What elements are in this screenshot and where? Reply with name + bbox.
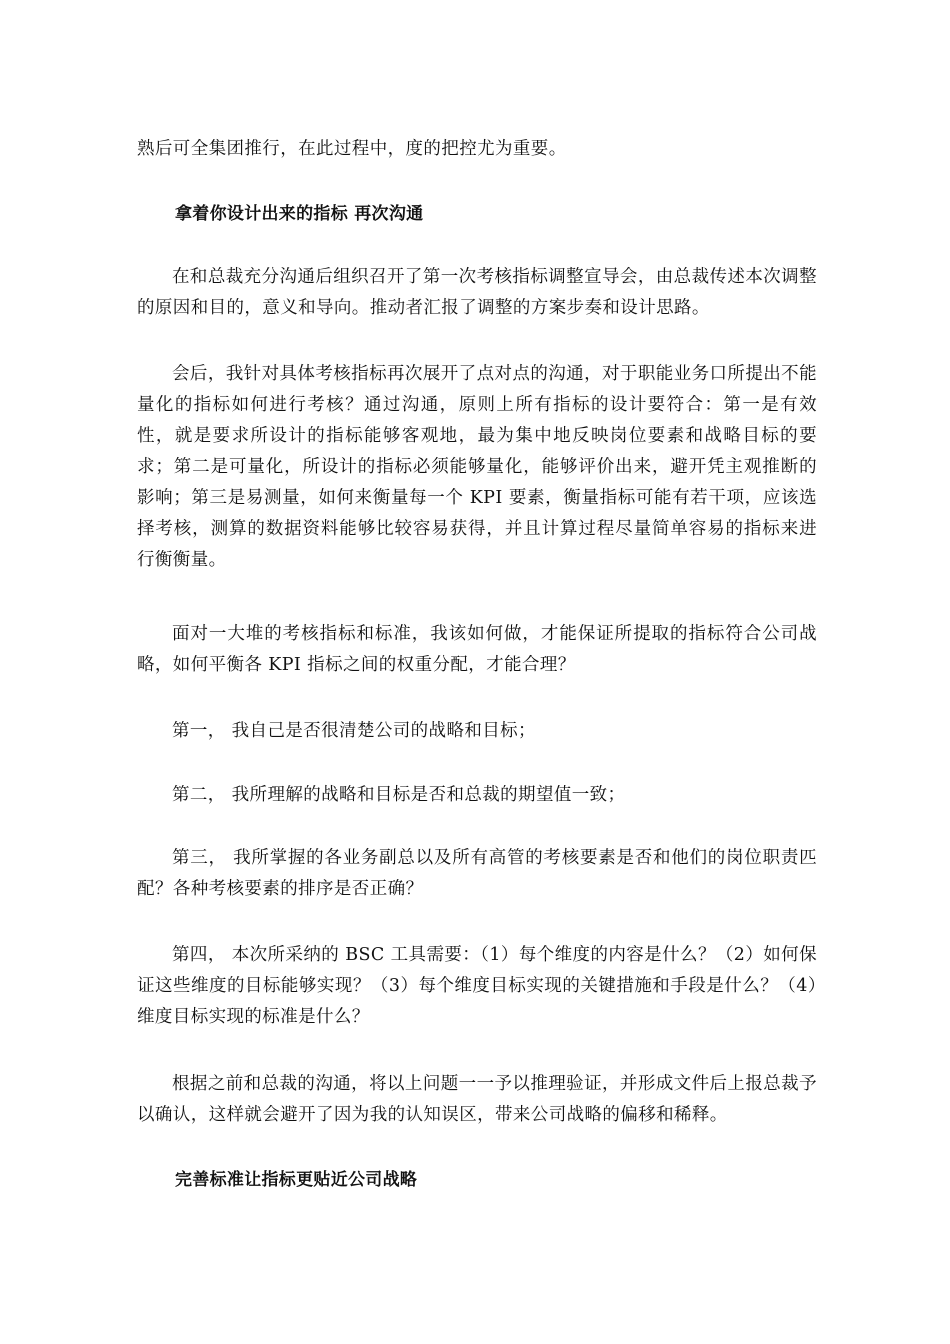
paragraph-3: 面对一大堆的考核指标和标准，我该如何做，才能保证所提取的指标符合公司战略，如何平衡各 KPI 指标之间的权重分配，才能合理？ — [137, 624, 817, 675]
paragraph-1: 在和总裁充分沟通后组织召开了第一次考核指标调整宣导会，由总裁传述本次调整的原因和目的，意义和导向。推动者汇报了调整的方案步奏和设计思路。 — [137, 267, 817, 318]
paragraph-intro-tail: 熟后可全集团推行，在此过程中，度的把控尤为重要。 — [137, 139, 567, 159]
paragraph-2: 会后，我针对具体考核指标再次展开了点对点的沟通，对于职能业务口所提出不能量化的指标如何进行考核？通过沟通，原则上所有指标的设计要符合：第一是有效性，就是要求所设计的指标能够客观地，最为集中地反映岗位要素和战略目标的要求；第二是可量化，所设计的指标必须能够量化，能够评价出来，避开凭主观推断的影响；第三是易测量，如何来衡量每一个 KPI 要素，衡量指标可能有若干项，应该选择考核，测算的数据资料能够比较容易获得，并且计算过程尽量简单容易的指标来进行衡衡量。 — [137, 364, 817, 570]
paragraph-point-3: 第三， 我所掌握的各业务副总以及所有高管的考核要素是否和他们的岗位职责匹配？各种考核要素的排序是否正确？ — [137, 848, 817, 899]
paragraph-point-2: 第二， 我所理解的战略和目标是否和总裁的期望值一致； — [172, 785, 626, 805]
section-heading-2: 完善标准让指标更贴近公司战略 — [175, 1170, 418, 1190]
paragraph-point-1: 第一， 我自己是否很清楚公司的战略和目标； — [172, 721, 536, 741]
paragraph-point-4: 第四， 本次所采纳的 BSC 工具需要：（1）每个维度的内容是什么？（2）如何保证这些维度的目标能够实现？（3）每个维度目标实现的关键措施和手段是什么？（4）维度目标实现的标准是什么？ — [137, 945, 817, 1027]
paragraph-8: 根据之前和总裁的沟通，将以上问题一一予以推理验证，并形成文件后上报总裁予以确认，这样就会避开了因为我的认知误区，带来公司战略的偏移和稀释。 — [137, 1074, 817, 1125]
section-heading-1: 拿着你设计出来的指标 再次沟通 — [175, 204, 424, 224]
